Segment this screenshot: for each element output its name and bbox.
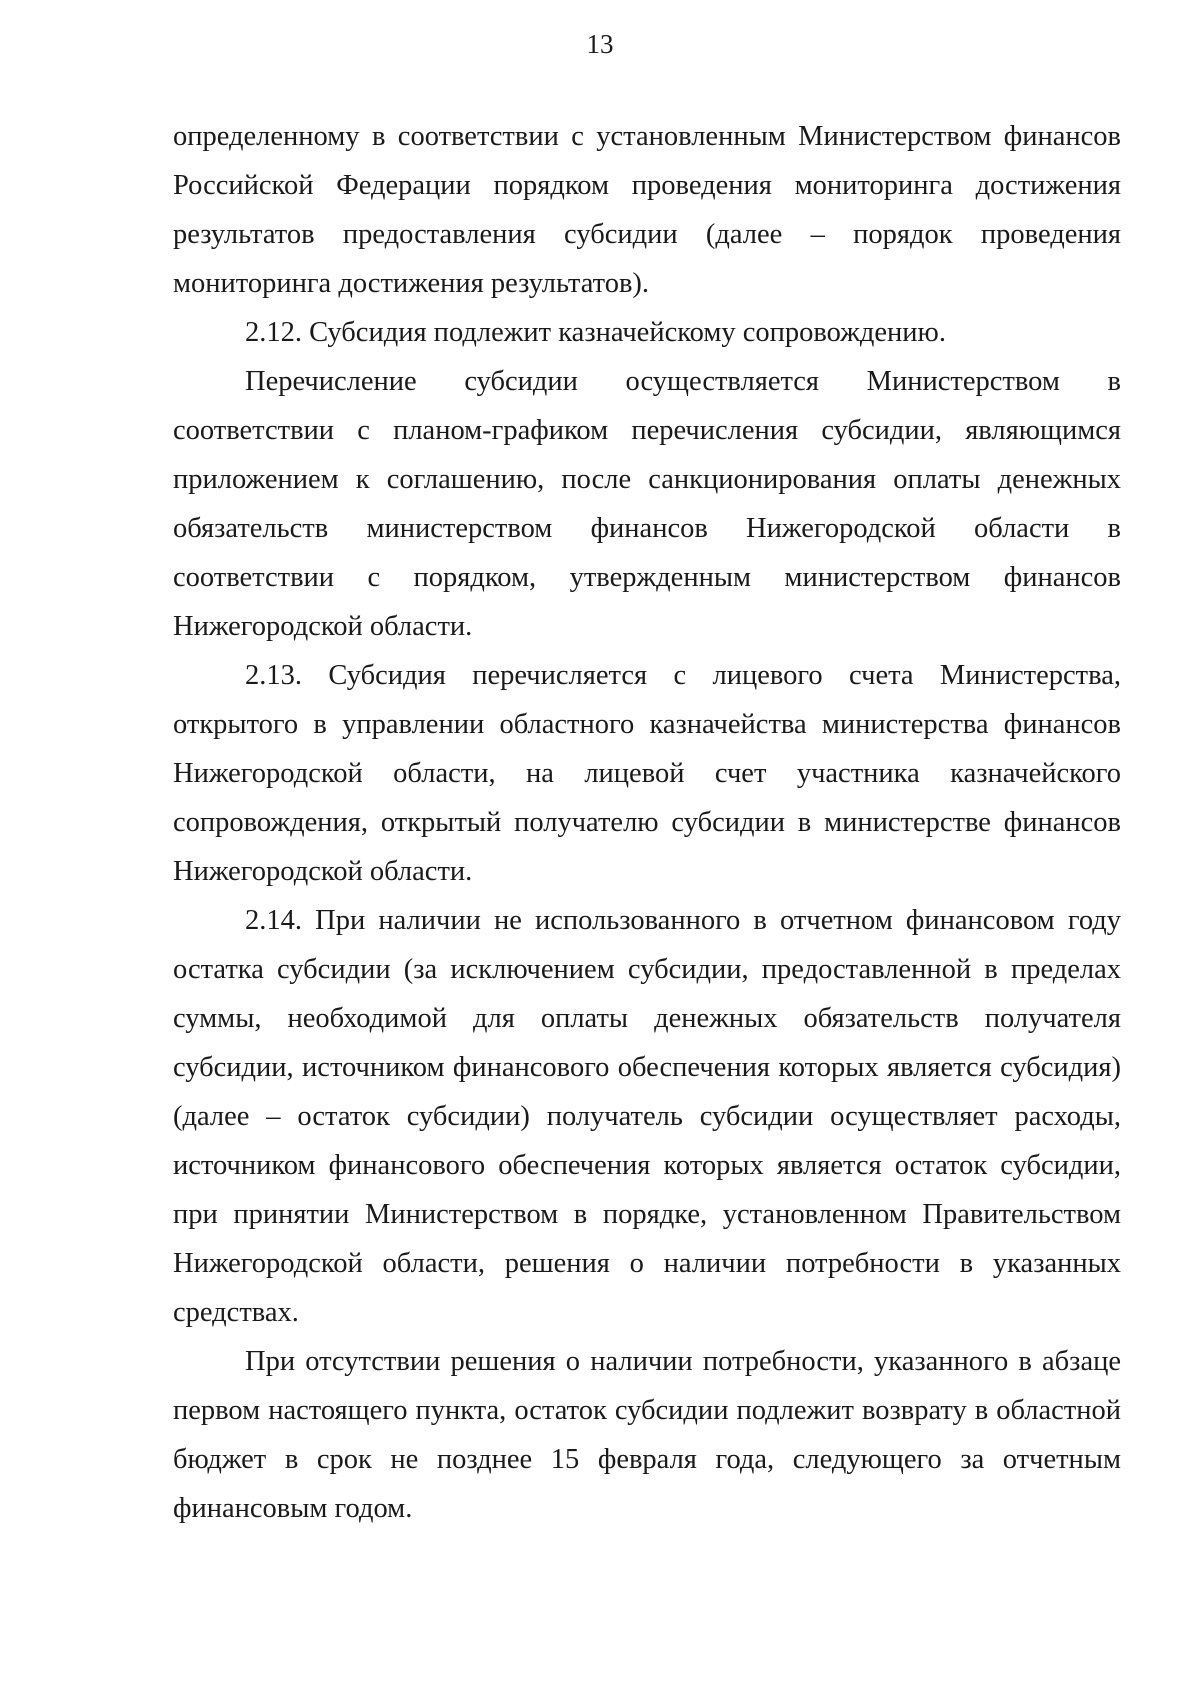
paragraph-2-14: 2.14. При наличии не использованного в отчетном финансовом году остатка субсидии (за исключением субсидии, предоставленной в пределах суммы, необходимой для оплаты денежных обязательств получателя субсидии, источником финансового обеспечения которых является субсидия) (далее – остаток субсидии) получатель субсидии осуществляет расходы, источником финансового обеспечения которых является остаток субсидии, при принятии Министерством в порядке, установленном Правительством Нижегородской области, решения о наличии потребности в указанных средствах. xyxy=(173,905,1121,1328)
paragraph-continuation: определенному в соответствии с установленным Министерством финансов Российской Федерации порядком проведения мониторинга достижения результатов предоставления субсидии (далее – порядок проведения мониторинга достижения результатов). xyxy=(173,121,1121,299)
paragraph-2-12: 2.12. Субсидия подлежит казначейскому сопровождению. xyxy=(245,317,946,348)
paragraph-2-13: 2.13. Субсидия перечисляется с лицевого счета Министерства, открытого в управлении областного казначейства министерства финансов Нижегородской области, на лицевой счет участника казначейского сопровождения, открытый получателю субсидии в министерстве финансов Нижегородской области. xyxy=(173,660,1121,887)
document-body xyxy=(173,112,1121,1533)
paragraph-refund: При отсутствии решения о наличии потребности, указанного в абзаце первом настоящего пункта, остаток субсидии подлежит возврату в областной бюджет в срок не позднее 15 февраля года, следующего за отчетным финансовым годом. xyxy=(173,1346,1121,1524)
paragraph-transfer: Перечисление субсидии осуществляется Министерством в соответствии с планом-графиком перечисления субсидии, являющимся приложением к соглашению, после санкционирования оплаты денежных обязательств министерством финансов Нижегородской области в соответствии с порядком, утвержденным министерством финансов Нижегородской области. xyxy=(173,366,1121,642)
page-number: 13 xyxy=(586,29,614,59)
